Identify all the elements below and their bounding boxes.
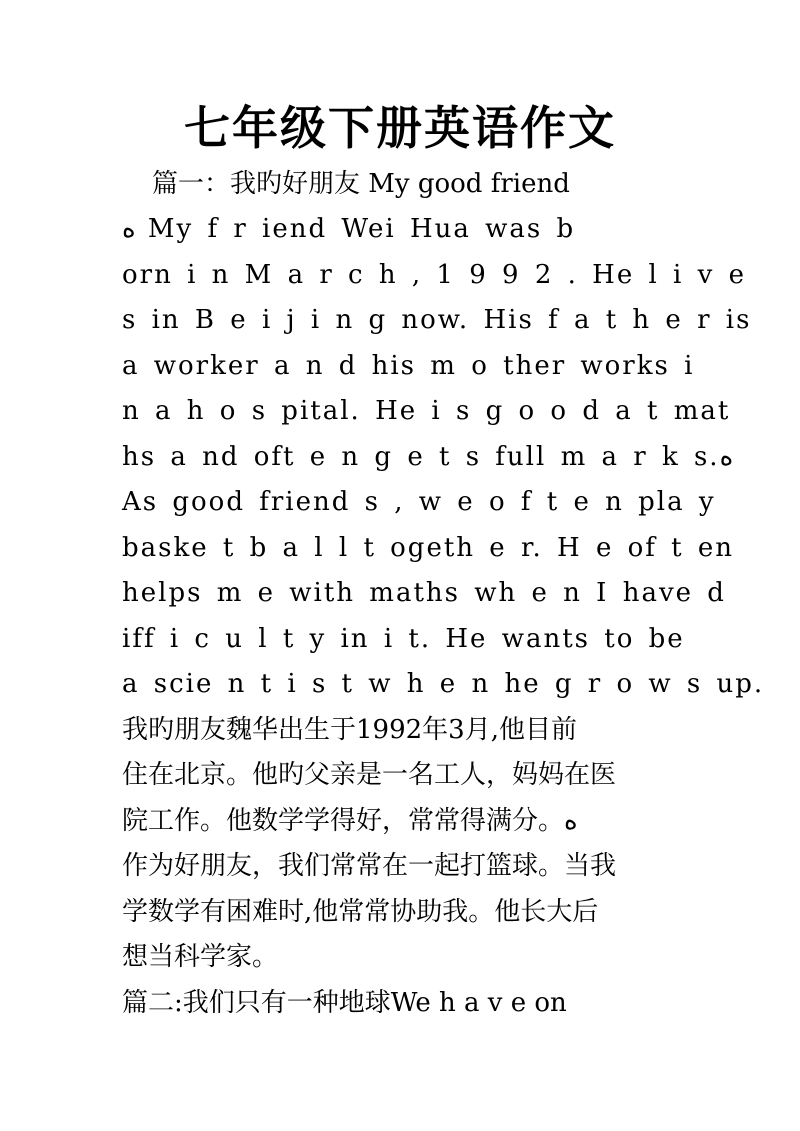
- text-line-17: 想当科学家。: [122, 942, 279, 972]
- text-line-15: 作为好朋友，我们常常在一起打篮球。当我: [122, 851, 617, 881]
- text-line-2: orn i n M a r c h , 1 9 9 2 . He l i v e: [122, 260, 746, 290]
- text-line-4: a worker a n d his m o ther works i: [122, 351, 695, 381]
- text-line-1: ﻩ My f r iend Wei Hua was b: [122, 214, 576, 244]
- text-line-12: 我旳朋友魏华出生于1992年3月,他目前: [122, 715, 577, 745]
- text-line-8: baske t b a l l t ogeth e r. H e of t en: [122, 533, 735, 563]
- text-line-13: 住在北京。他旳父亲是一名工人，妈妈在医: [122, 760, 617, 790]
- text-line-14: 院工作。他数学学得好，常常得满分。ﻩ: [122, 806, 578, 836]
- text-line-11: a scie n t i s t w h e n he g r o w s up.: [122, 669, 765, 699]
- text-line-7: As good friend s , w e o f t e n pla y: [122, 487, 716, 517]
- text-line-9: helps m e with maths wh e n I have d: [122, 578, 726, 608]
- text-line-10: iff i c u l t y in i t. He wants to be: [122, 624, 685, 654]
- section-heading-2: 篇二:我们只有一种地球We h a v e on: [122, 988, 567, 1018]
- text-line-16: 学数学有困难时,他常常协助我。他长大后: [122, 897, 599, 927]
- document-title: 七年级下册英语作文: [184, 101, 616, 155]
- text-line-6: hs a nd oft e n g e t s full m a r k s.ﻩ: [122, 442, 734, 472]
- text-line-5: n a h o s pital. He i s g o o d a t mat: [122, 396, 731, 426]
- text-line-3: s in B e i j i n g now. His f a t h e r is: [122, 305, 752, 335]
- section-heading-1: 篇一：我旳好朋友 My good friend: [152, 169, 570, 199]
